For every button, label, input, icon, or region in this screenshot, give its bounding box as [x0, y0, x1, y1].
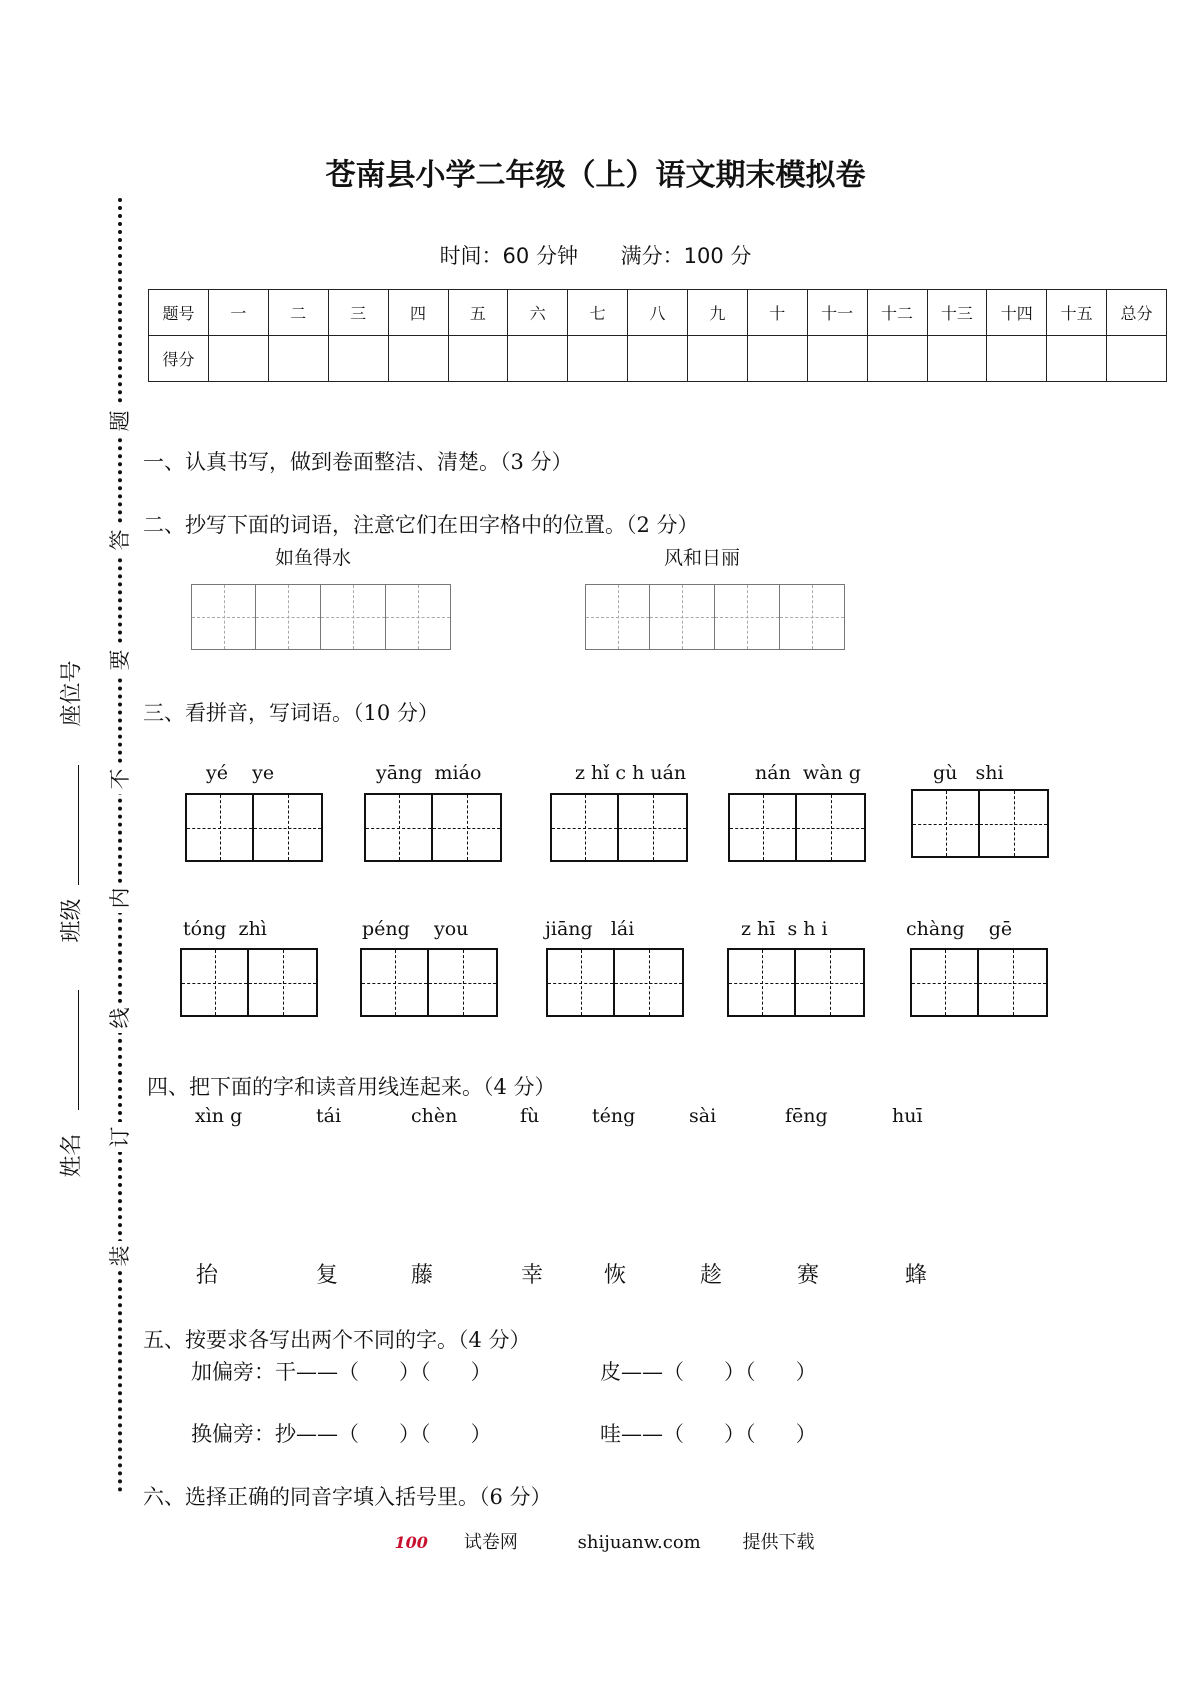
pinyin-label: péng you	[362, 918, 469, 940]
score-col: 十三	[927, 290, 987, 336]
answer-grid[interactable]	[546, 948, 684, 1017]
binding-char: 要	[105, 645, 135, 675]
match-pinyin: téng	[592, 1105, 636, 1127]
score-col: 十二	[867, 290, 927, 336]
match-char: 藤	[411, 1263, 434, 1288]
match-pinyin: huī	[892, 1105, 923, 1127]
exam-full-score: 满分：100 分	[620, 244, 752, 268]
copy-word-2: 风和日丽	[664, 547, 741, 569]
radical-add-line-right[interactable]: 皮——（ ）（ ）	[600, 1360, 817, 1384]
class-label: 班级	[59, 898, 85, 943]
radical-swap-line-right[interactable]: 哇——（ ）（ ）	[600, 1422, 817, 1446]
footer	[0, 1528, 1191, 1554]
score-col: 四	[388, 290, 448, 336]
grid-cell[interactable]	[191, 584, 256, 650]
exam-time: 时间：60 分钟	[439, 244, 578, 268]
score-col: 八	[628, 290, 688, 336]
grid-cell[interactable]	[980, 789, 1049, 858]
binding-char: 装	[105, 1241, 135, 1271]
match-char: 幸	[521, 1263, 544, 1288]
binding-char: 答	[105, 525, 135, 555]
question-3: 三、看拼音，写词语。（10 分）	[143, 701, 439, 725]
score-col: 三	[328, 290, 388, 336]
score-table-header-row	[149, 290, 1167, 336]
match-char: 恢	[604, 1263, 627, 1288]
score-cell[interactable]	[448, 336, 508, 382]
score-cell[interactable]	[867, 336, 927, 382]
match-char: 蜂	[905, 1263, 928, 1288]
pinyin-label: z hǐ c h uán	[575, 762, 687, 784]
question-4: 四、把下面的字和读音用线连起来。（4 分）	[147, 1075, 556, 1099]
grid-cell[interactable]	[979, 948, 1048, 1017]
binding-char: 不	[105, 764, 135, 794]
match-pinyin: fù	[520, 1105, 540, 1127]
copy-grid-2[interactable]	[585, 584, 845, 650]
score-cell[interactable]	[1107, 336, 1167, 382]
match-char: 复	[316, 1263, 339, 1288]
score-col: 十五	[1047, 290, 1107, 336]
pinyin-label: nán wàn g	[755, 762, 861, 784]
match-char: 赛	[797, 1263, 820, 1288]
radical-add-line-left[interactable]: 加偏旁：干——（ ）（ ）	[191, 1360, 492, 1384]
score-col: 十四	[987, 290, 1047, 336]
score-table	[148, 289, 1167, 382]
grid-cell[interactable]	[728, 793, 797, 862]
question-6: 六、选择正确的同音字填入括号里。（6 分）	[143, 1485, 552, 1509]
pinyin-label: z hī s h i	[741, 918, 828, 940]
score-col: 六	[508, 290, 568, 336]
answer-grid[interactable]	[360, 948, 498, 1017]
match-char: 抬	[196, 1263, 219, 1288]
binding-char: 订	[105, 1122, 135, 1152]
answer-grid[interactable]	[727, 948, 865, 1017]
grid-cell[interactable]	[386, 584, 451, 650]
score-col: 十	[747, 290, 807, 336]
match-pinyin: fēng	[785, 1105, 828, 1127]
pinyin-label: yé ye	[206, 762, 275, 784]
footer-brand	[377, 1532, 536, 1553]
name-label: 姓名	[59, 1133, 85, 1178]
grid-cell[interactable]	[429, 948, 498, 1017]
grid-cell[interactable]	[180, 948, 249, 1017]
pinyin-label: yāng miáo	[376, 762, 482, 784]
pinyin-label: chàng gē	[906, 918, 1013, 940]
binding-char: 内	[105, 883, 135, 913]
grid-cell[interactable]	[546, 948, 615, 1017]
grid-cell[interactable]	[797, 793, 866, 862]
pinyin-label: tóng zhì	[183, 918, 267, 940]
score-col: 总分	[1107, 290, 1167, 336]
score-col: 五	[448, 290, 508, 336]
score-table-row-label: 得分	[149, 336, 209, 382]
score-cell[interactable]	[747, 336, 807, 382]
answer-grid[interactable]	[185, 793, 323, 862]
match-pinyin: xìn g	[195, 1105, 243, 1127]
footer-note: 提供下载	[742, 1532, 815, 1553]
grid-cell[interactable]	[780, 584, 845, 650]
score-col: 七	[568, 290, 628, 336]
answer-grid[interactable]	[728, 793, 866, 862]
answer-grid[interactable]	[550, 793, 688, 862]
grid-cell[interactable]	[433, 793, 502, 862]
score-col: 一	[209, 290, 269, 336]
grid-cell[interactable]	[650, 584, 715, 650]
pinyin-label: jiāng lái	[545, 918, 635, 940]
score-cell[interactable]	[688, 336, 748, 382]
grid-cell[interactable]	[796, 948, 865, 1017]
grid-cell[interactable]	[256, 584, 321, 650]
seat-label: 座位号	[59, 660, 85, 727]
class-blank[interactable]	[78, 765, 79, 885]
grid-cell[interactable]	[360, 948, 429, 1017]
grid-cell[interactable]	[911, 789, 980, 858]
pinyin-label: gù shi	[933, 762, 1004, 784]
name-blank[interactable]	[78, 990, 79, 1110]
match-pinyin: tái	[316, 1105, 342, 1127]
question-2: 二、抄写下面的词语，注意它们在田字格中的位置。（2 分）	[143, 513, 699, 537]
brand-name: 试卷网	[463, 1532, 518, 1553]
score-cell[interactable]	[568, 336, 628, 382]
score-cell[interactable]	[388, 336, 448, 382]
score-cell[interactable]	[268, 336, 328, 382]
score-table-row-label: 题号	[149, 290, 209, 336]
copy-word-1: 如鱼得水	[275, 547, 352, 569]
exam-meta	[0, 240, 1191, 270]
radical-swap-line-left[interactable]: 换偏旁：抄——（ ）（ ）	[191, 1422, 492, 1446]
match-pinyin: chèn	[411, 1105, 458, 1127]
grid-cell[interactable]	[249, 948, 318, 1017]
score-cell[interactable]	[628, 336, 688, 382]
grid-cell[interactable]	[254, 793, 323, 862]
score-table-score-row	[149, 336, 1167, 382]
answer-grid[interactable]	[911, 789, 1049, 858]
match-char: 趁	[700, 1263, 723, 1288]
score-cell[interactable]	[328, 336, 388, 382]
grid-cell[interactable]	[619, 793, 688, 862]
grid-cell[interactable]	[615, 948, 684, 1017]
match-pinyin: sài	[689, 1105, 717, 1127]
question-1: 一、认真书写，做到卷面整洁、清楚。（3 分）	[143, 450, 573, 474]
binding-dotted-line	[118, 198, 122, 1493]
score-cell[interactable]	[209, 336, 269, 382]
score-col: 二	[268, 290, 328, 336]
score-cell[interactable]	[927, 336, 987, 382]
page-title: 苍南县小学二年级（上）语文期末模拟卷	[325, 158, 866, 193]
grid-cell[interactable]	[910, 948, 979, 1017]
score-col: 九	[688, 290, 748, 336]
grid-cell[interactable]	[364, 793, 433, 862]
score-cell[interactable]	[987, 336, 1047, 382]
grid-cell[interactable]	[321, 584, 386, 650]
grid-cell[interactable]	[585, 584, 650, 650]
score-cell[interactable]	[508, 336, 568, 382]
binding-char: 题	[105, 406, 135, 436]
grid-cell[interactable]	[185, 793, 254, 862]
answer-grid[interactable]	[364, 793, 502, 862]
grid-cell[interactable]	[715, 584, 780, 650]
score-cell[interactable]	[1047, 336, 1107, 382]
score-col: 十一	[807, 290, 867, 336]
brand-logo-100: 100	[394, 1533, 428, 1552]
binding-char: 线	[105, 1003, 135, 1033]
answer-grid[interactable]	[180, 948, 318, 1017]
footer-site[interactable]: shijuanw.com	[577, 1532, 701, 1553]
copy-grid-1[interactable]	[191, 584, 451, 650]
question-5: 五、按要求各写出两个不同的字。（4 分）	[143, 1328, 531, 1352]
score-cell[interactable]	[807, 336, 867, 382]
grid-cell[interactable]	[550, 793, 619, 862]
grid-cell[interactable]	[727, 948, 796, 1017]
answer-grid[interactable]	[910, 948, 1048, 1017]
